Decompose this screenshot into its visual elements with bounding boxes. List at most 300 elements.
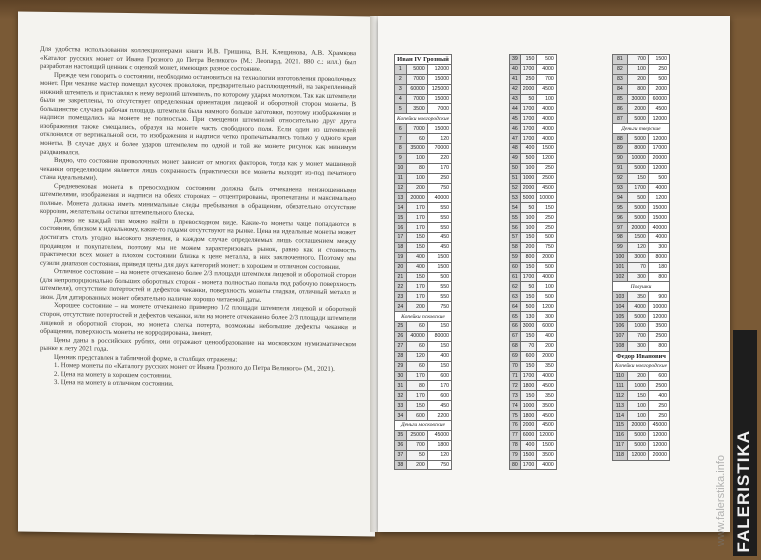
excellent-price-cell: 550 [427,203,451,213]
table-row [613,114,670,124]
coin-number-cell: 17 [395,233,407,243]
table-row [395,163,452,173]
coin-number-cell: 90 [613,153,628,163]
group-header-label: Деньги московские [395,420,452,430]
table-row [395,391,452,401]
table-row [395,440,452,450]
table-row [510,223,557,233]
table-row [510,124,557,134]
excellent-price-cell: 1500 [537,144,556,154]
excellent-price-cell: 15000 [427,94,451,104]
table-row [613,64,670,74]
good-price-cell: 4000 [627,302,648,312]
excellent-price-cell: 500 [537,233,556,243]
coin-number-cell: 56 [510,223,521,233]
excellent-price-cell: 12000 [427,64,451,74]
excellent-price-cell: 750 [427,302,451,312]
excellent-price-cell: 600 [648,371,669,381]
group-header-label: Копейки новгородские [395,114,452,124]
group-header [613,361,670,371]
table-row [510,242,557,252]
excellent-price-cell: 1500 [537,440,556,450]
coin-number-cell: 20 [395,262,407,272]
table-row [613,153,670,163]
coin-number-cell: 111 [613,381,628,391]
ruler-header [613,351,670,361]
coin-number-cell: 1 [395,64,407,74]
coin-number-cell: 58 [510,242,521,252]
excellent-price-cell: 170 [427,381,451,391]
excellent-price-cell: 20000 [648,153,669,163]
table-row [395,153,452,163]
group-header-label: Копейки псковские [395,312,452,322]
good-price-cell: 170 [406,282,427,292]
excellent-price-cell: 250 [648,411,669,421]
coin-number-cell: 23 [395,292,407,302]
excellent-price-cell: 2000 [537,252,556,262]
paragraph: 1. Номер монеты по «Каталогу русских монет от Ивана Грозного до Петра Великого» (М., 2021). [54,362,335,374]
coin-number-cell: 114 [613,411,628,421]
table-row [613,430,670,440]
good-price-cell: 70 [520,341,537,351]
table-row [395,104,452,114]
table-row [510,391,557,401]
paragraph: Цены даны в российских рублях, они отражают ценообразование на московском нумизматическом рынке к лету 2021 года. [40,336,356,353]
excellent-price-cell: 17000 [648,144,669,154]
excellent-price-cell: 600 [427,391,451,401]
group-header [613,282,670,292]
good-price-cell: 170 [406,371,427,381]
excellent-price-cell: 250 [537,223,556,233]
excellent-price-cell: 2200 [427,411,451,421]
paragraph: Ценник представлен в табличной форме, в столбцах отражены: [54,353,238,364]
table-row [613,173,670,183]
coin-number-cell: 89 [613,144,628,154]
good-price-cell: 130 [520,312,537,322]
coin-number-cell: 3 [395,84,407,94]
coin-number-cell: 67 [510,331,521,341]
excellent-price-cell: 700 [537,74,556,84]
coin-number-cell: 31 [395,381,407,391]
excellent-price-cell: 45000 [427,430,451,440]
paragraph: Хорошее состояние – на монете отчеканено примерно 1/2 площади штемпеля лицевой и оборотной сторон, отсутствие потертостей и дефектов чеканки, или на монете отчеканено более 2/3 площади штемпеля лицевой и оборотной сторон, но монета слегка потерта, возможны небольшие дефекты чеканки и обращения, поверхность монеты не корродирована, звенит. [40,302,356,338]
coin-number-cell: 66 [510,322,521,332]
coin-number-cell: 96 [613,213,628,223]
table-row [613,302,670,312]
table-row [395,292,452,302]
good-price-cell: 20000 [406,193,427,203]
table-row [510,193,557,203]
coin-number-cell: 91 [613,163,628,173]
table-row [613,252,670,262]
group-header-label: Копейки новгородские [613,361,670,371]
coin-number-cell: 117 [613,440,628,450]
table-row [510,94,557,104]
coin-number-cell: 95 [613,203,628,213]
coin-number-cell: 101 [613,262,628,272]
excellent-price-cell: 150 [427,341,451,351]
group-header [613,124,670,134]
table-row [395,233,452,243]
good-price-cell: 35000 [406,144,427,154]
good-price-cell: 60 [406,322,427,332]
table-row [613,262,670,272]
excellent-price-cell: 15000 [648,203,669,213]
good-price-cell: 1700 [627,183,648,193]
coin-number-cell: 92 [613,173,628,183]
excellent-price-cell: 450 [427,401,451,411]
excellent-price-cell: 220 [427,153,451,163]
coin-number-cell: 61 [510,272,521,282]
table-row [395,460,452,470]
coin-number-cell: 68 [510,341,521,351]
excellent-price-cell: 250 [427,173,451,183]
excellent-price-cell: 6000 [537,322,556,332]
excellent-price-cell: 120 [427,450,451,460]
excellent-price-cell: 40000 [648,223,669,233]
table-row [510,114,557,124]
excellent-price-cell: 12000 [648,134,669,144]
excellent-price-cell: 80000 [427,331,451,341]
price-table-2 [509,54,557,470]
excellent-price-cell: 500 [537,262,556,272]
table-row [395,331,452,341]
table-row [510,183,557,193]
table-row [395,371,452,381]
good-price-cell: 150 [406,242,427,252]
table-row [510,272,557,282]
excellent-price-cell: 45000 [648,420,669,430]
table-row [510,401,557,411]
excellent-price-cell: 450 [427,233,451,243]
excellent-price-cell: 450 [427,242,451,252]
coin-number-cell: 40 [510,64,521,74]
table-row [613,223,670,233]
good-price-cell: 100 [520,223,537,233]
table-row [510,302,557,312]
excellent-price-cell: 4500 [537,381,556,391]
ruler-header [395,55,452,65]
coin-number-cell: 36 [395,440,407,450]
good-price-cell: 70 [627,262,648,272]
coin-number-cell: 59 [510,252,521,262]
table-row [395,74,452,84]
table-row [510,55,557,65]
excellent-price-cell: 300 [537,312,556,322]
coin-number-cell: 2 [395,74,407,84]
excellent-price-cell: 750 [427,183,451,193]
excellent-price-cell: 200 [537,341,556,351]
coin-number-cell: 41 [510,74,521,84]
coin-number-cell: 27 [395,341,407,351]
table-row [510,233,557,243]
group-header-label: Деньги тверские [613,124,670,134]
excellent-price-cell: 4000 [537,104,556,114]
good-price-cell: 1000 [627,381,648,391]
table-row [613,233,670,243]
table-row [510,440,557,450]
good-price-cell: 5000 [627,440,648,450]
table-row [395,401,452,411]
good-price-cell: 100 [520,163,537,173]
price-column-1 [394,54,452,470]
coin-number-cell: 80 [510,460,521,470]
table-row [395,203,452,213]
coin-number-cell: 34 [395,411,407,421]
paragraph: Для удобства использования коллекционерами книги И.В. Гришина, В.Н. Клещинова, А.В. Храмкова «Каталог русских монет от Ивана Грозного до Петра Великого» (М.: Леопард, 2021. 880 с.: илл.) был разработан настоящий ценник с оценкой монет, имеющих разное состояние. [40,45,356,74]
table-row [510,262,557,272]
excellent-price-cell: 400 [648,391,669,401]
table-row [613,331,670,341]
coin-number-cell: 32 [395,391,407,401]
excellent-price-cell: 250 [648,401,669,411]
coin-number-cell: 57 [510,233,521,243]
paragraph: 3. Цена на монету в отличном состоянии. [54,379,174,389]
table-row [613,371,670,381]
good-price-cell: 50 [520,282,537,292]
coin-number-cell: 97 [613,223,628,233]
excellent-price-cell: 2500 [537,173,556,183]
excellent-price-cell: 250 [537,213,556,223]
table-row [510,450,557,460]
excellent-price-cell: 7000 [427,104,451,114]
excellent-price-cell: 750 [537,242,556,252]
good-price-cell: 150 [520,391,537,401]
table-row [510,312,557,322]
table-row [613,391,670,401]
good-price-cell: 7000 [406,74,427,84]
excellent-price-cell: 900 [648,292,669,302]
coin-number-cell: 112 [613,391,628,401]
good-price-cell: 150 [520,262,537,272]
table-row [395,341,452,351]
table-row [395,213,452,223]
table-row [395,381,452,391]
coin-number-cell: 74 [510,401,521,411]
good-price-cell: 60 [406,341,427,351]
table-row [613,411,670,421]
excellent-price-cell: 400 [427,351,451,361]
coin-number-cell: 85 [613,94,628,104]
coin-number-cell: 14 [395,203,407,213]
good-price-cell: 5000 [520,193,537,203]
good-price-cell: 6000 [520,430,537,440]
table-row [510,331,557,341]
table-row [613,242,670,252]
good-price-cell: 3500 [406,104,427,114]
excellent-price-cell: 12000 [648,430,669,440]
excellent-price-cell: 2000 [648,84,669,94]
good-price-cell: 150 [406,233,427,243]
excellent-price-cell: 3500 [537,401,556,411]
excellent-price-cell: 1200 [648,193,669,203]
table-row [510,144,557,154]
excellent-price-cell: 1500 [427,262,451,272]
coin-number-cell: 72 [510,381,521,391]
good-price-cell: 150 [627,173,648,183]
coin-number-cell: 26 [395,331,407,341]
coin-number-cell: 98 [613,233,628,243]
excellent-price-cell: 2500 [648,331,669,341]
table-row [395,64,452,74]
coin-number-cell: 93 [613,183,628,193]
table-row [395,411,452,421]
table-row [510,371,557,381]
good-price-cell: 200 [627,74,648,84]
good-price-cell: 150 [520,292,537,302]
good-price-cell: 400 [406,252,427,262]
good-price-cell: 60 [406,361,427,371]
table-row [613,74,670,84]
good-price-cell: 40000 [406,331,427,341]
excellent-price-cell: 40000 [427,193,451,203]
good-price-cell: 500 [520,153,537,163]
good-price-cell: 150 [520,361,537,371]
excellent-price-cell: 170 [427,163,451,173]
coin-number-cell: 50 [510,163,521,173]
excellent-price-cell: 350 [537,391,556,401]
good-price-cell: 600 [406,411,427,421]
good-price-cell: 5000 [627,203,648,213]
table-row [613,163,670,173]
excellent-price-cell: 60000 [648,94,669,104]
table-row [613,420,670,430]
table-row [510,460,557,470]
good-price-cell: 170 [406,213,427,223]
coin-number-cell: 39 [510,55,521,65]
table-row [395,84,452,94]
coin-number-cell: 69 [510,351,521,361]
coin-number-cell: 52 [510,183,521,193]
excellent-price-cell: 350 [537,361,556,371]
excellent-price-cell: 4500 [537,420,556,430]
good-price-cell: 150 [520,55,537,65]
excellent-price-cell: 15000 [427,74,451,84]
good-price-cell: 1700 [520,134,537,144]
coin-number-cell: 30 [395,371,407,381]
table-row [395,322,452,332]
coin-number-cell: 103 [613,292,628,302]
excellent-price-cell: 12000 [648,114,669,124]
paragraph: Отличное состояние – на монете отчеканено более 2/3 площади штемпеля лицевой и оборотной сторон (для непропорционально больших оборотных сторон - монета полностью попала под рабочую поверхность штемпеля), отсутствие потертостей и дефектов чеканки, поверхность монеты гладкая, отличный металл и звон. Для датированных монет обязательно наличие хорошо читаемой даты. [40,268,356,304]
good-price-cell: 200 [627,371,648,381]
table-row [510,153,557,163]
good-price-cell: 7000 [406,94,427,104]
table-row [613,84,670,94]
table-row [510,411,557,421]
coin-number-cell: 55 [510,213,521,223]
good-price-cell: 50 [520,94,537,104]
good-price-cell: 2000 [627,104,648,114]
coin-number-cell: 13 [395,193,407,203]
good-price-cell: 80 [406,381,427,391]
good-price-cell: 170 [406,391,427,401]
good-price-cell: 100 [406,153,427,163]
good-price-cell: 12000 [627,450,648,460]
good-price-cell: 300 [627,341,648,351]
good-price-cell: 50 [520,203,537,213]
good-price-cell: 200 [406,460,427,470]
coin-number-cell: 115 [613,420,628,430]
ruler-header-label: Иван IV Грозный [395,55,452,65]
good-price-cell: 400 [406,262,427,272]
good-price-cell: 7000 [406,124,427,134]
coin-number-cell: 48 [510,144,521,154]
coin-number-cell: 38 [395,460,407,470]
table-row [510,341,557,351]
paragraph: Видно, что состояние проволочных монет зависит от многих факторов, тогда как у монет машинной чеканки определяющим является лишь сохранность (практически все монеты выходят из-под печатного стана идеальными). [40,157,356,182]
table-row [510,104,557,114]
table-row [613,292,670,302]
table-row [613,312,670,322]
excellent-price-cell: 12000 [537,430,556,440]
table-row [510,351,557,361]
coin-number-cell: 60 [510,262,521,272]
paragraph: Далеко не каждый тип можно найти в превосходном виде. Какие-то монеты чаще попадаются в состоянии, близком к идеальному, какие-то годами отсутствуют на рынке. Цена на идеальные монеты может достигать столь угодно высокого значения, в каждом случае определяемых лишь соглашением между продавцом и покупателем, поэтому мы не можем характеризовать рынок, равно как и стоимость практически всех монет в плохом состоянии близка к цене металла, в них заключенного. Поэтому мы сузили диапазон состояния, приведя цены для двух категорий монет: в хорошем и отличном состоянии. [40,216,356,271]
paragraph: 2. Цена на монету в хорошем состоянии. [54,370,172,380]
table-row [510,282,557,292]
coin-number-cell: 62 [510,282,521,292]
coin-number-cell: 100 [613,252,628,262]
excellent-price-cell: 4000 [648,183,669,193]
excellent-price-cell: 1800 [427,440,451,450]
excellent-price-cell: 8000 [648,252,669,262]
good-price-cell: 700 [406,440,427,450]
good-price-cell: 1000 [520,401,537,411]
good-price-cell: 500 [627,193,648,203]
table-row [510,420,557,430]
table-row [613,203,670,213]
excellent-price-cell: 70000 [427,144,451,154]
coin-number-cell: 83 [613,74,628,84]
coin-number-cell: 118 [613,450,628,460]
good-price-cell: 5000 [627,312,648,322]
table-row [613,440,670,450]
excellent-price-cell: 150 [427,361,451,371]
coin-number-cell: 5 [395,104,407,114]
table-row [510,64,557,74]
good-price-cell: 600 [520,351,537,361]
excellent-price-cell: 1200 [537,153,556,163]
table-row [395,430,452,440]
coin-number-cell: 84 [613,84,628,94]
table-row [395,134,452,144]
good-price-cell: 100 [520,213,537,223]
good-price-cell: 1800 [520,411,537,421]
good-price-cell: 170 [406,203,427,213]
table-row [395,183,452,193]
excellent-price-cell: 10000 [648,302,669,312]
intro-text [40,46,356,392]
good-price-cell: 1800 [520,381,537,391]
coin-number-cell: 22 [395,282,407,292]
excellent-price-cell: 12000 [648,163,669,173]
good-price-cell: 700 [627,331,648,341]
coin-number-cell: 12 [395,183,407,193]
good-price-cell: 50 [406,450,427,460]
coin-number-cell: 11 [395,173,407,183]
table-row [395,173,452,183]
table-row [395,223,452,233]
excellent-price-cell: 500 [648,173,669,183]
table-row [613,55,670,65]
coin-number-cell: 53 [510,193,521,203]
excellent-price-cell: 500 [537,55,556,65]
good-price-cell: 120 [406,351,427,361]
excellent-price-cell: 4000 [537,134,556,144]
coin-number-cell: 10 [395,163,407,173]
excellent-price-cell: 500 [537,292,556,302]
